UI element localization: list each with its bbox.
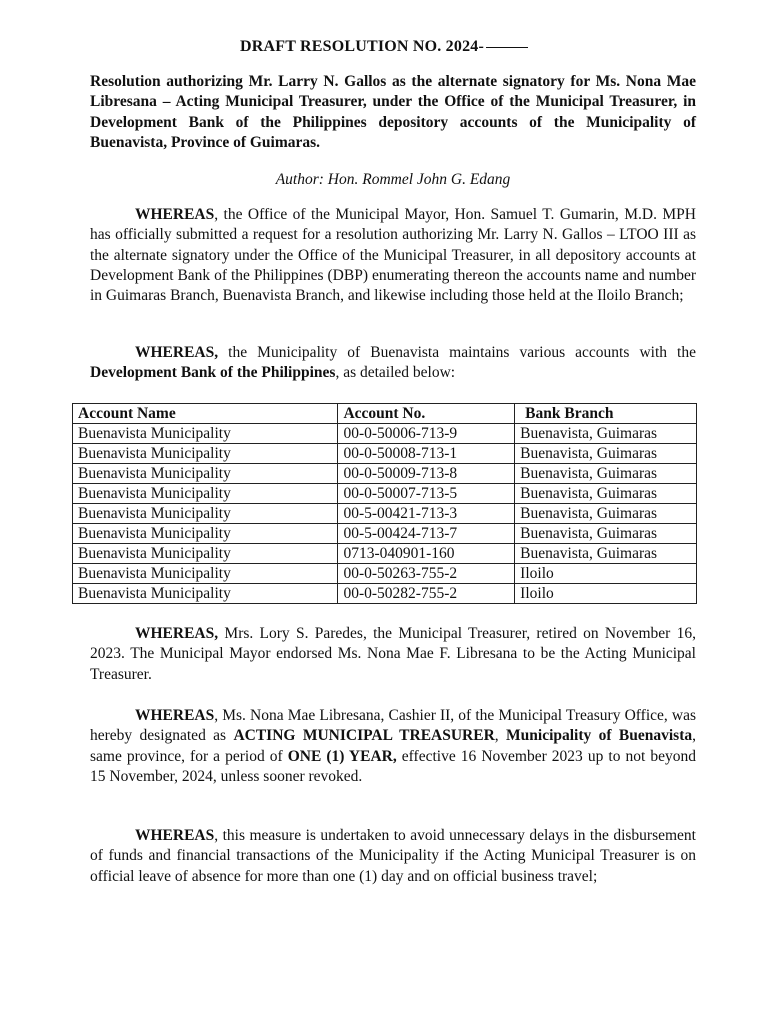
account-name-cell: Buenavista Municipality — [73, 584, 338, 604]
account-no-cell: 00-0-50006-713-9 — [338, 424, 515, 444]
whereas-paragraph-4 — [90, 706, 696, 787]
account-no-cell: 00-5-00424-713-7 — [338, 524, 515, 544]
bank-branch-cell: Buenavista, Guimaras — [515, 504, 697, 524]
resolution-number-blank — [486, 47, 528, 48]
whereas-lead: WHEREAS — [135, 827, 215, 844]
account-name-cell: Buenavista Municipality — [73, 544, 338, 564]
table-row — [73, 484, 697, 504]
resolution-title — [0, 38, 768, 56]
account-name-cell: Buenavista Municipality — [73, 564, 338, 584]
bank-branch-cell: Iloilo — [515, 564, 697, 584]
header-account-no: Account No. — [338, 404, 515, 424]
account-no-cell: 00-5-00421-713-3 — [338, 504, 515, 524]
account-name-cell: Buenavista Municipality — [73, 464, 338, 484]
accounts-table — [72, 403, 697, 604]
municipality-text: Municipality of Buenavista — [506, 727, 693, 745]
bank-branch-cell: Buenavista, Guimaras — [515, 544, 697, 564]
whereas-lead: WHEREAS, — [135, 625, 219, 642]
table-row — [73, 424, 697, 444]
paragraph-text: , as detailed below: — [335, 364, 456, 382]
account-name-cell: Buenavista Municipality — [73, 524, 338, 544]
table-row — [73, 464, 697, 484]
paragraph-text: , Ms. Nona Mae Libresana, Cashier II, of the Municipal Treasury Office, was hereby designated as — [90, 707, 696, 745]
whereas-paragraph-3 — [90, 624, 696, 685]
table-row — [73, 564, 697, 584]
table-row — [73, 444, 697, 464]
bank-branch-cell: Buenavista, Guimaras — [515, 524, 697, 544]
bank-branch-cell: Buenavista, Guimaras — [515, 424, 697, 444]
bank-branch-cell: Iloilo — [515, 584, 697, 604]
account-name-cell: Buenavista Municipality — [73, 444, 338, 464]
resolution-title-text: DRAFT RESOLUTION NO. 2024- — [239, 38, 485, 55]
designation-text: ACTING MUNICIPAL TREASURER — [233, 727, 495, 745]
account-no-cell: 00-0-50282-755-2 — [338, 584, 515, 604]
paragraph-text: , this measure is undertaken to avoid unnecessary delays in the disbursement of funds and financial transactions of the Municipality if the Acting Municipal Treasurer is on official leave of absence for more than one (1) day and on official business travel; — [90, 827, 696, 885]
bank-branch-cell: Buenavista, Guimaras — [515, 464, 697, 484]
whereas-paragraph-5 — [90, 826, 696, 887]
account-name-cell: Buenavista Municipality — [73, 424, 338, 444]
bank-branch-cell: Buenavista, Guimaras — [515, 444, 697, 464]
header-bank-branch: Bank Branch — [515, 404, 697, 424]
separator-text: , — [494, 727, 507, 745]
whereas-lead: WHEREAS — [135, 707, 215, 724]
account-no-cell: 00-0-50009-713-8 — [338, 464, 515, 484]
whereas-paragraph-2 — [90, 343, 696, 384]
paragraph-text: , the Office of the Municipal Mayor, Hon. Samuel T. Gumarin, M.D. MPH has officially submitted a request for a resolution authorizing Mr. Larry N. Gallos – LTOO III as the alternate signatory under the Office of the Municipal Treasurer, in all depository accounts at Development Bank of the Philippines (DBP) enumerating thereon the accounts name and number in Guimaras Branch, Buenavista Branch, and likewise including those held at the Iloilo Branch; — [90, 206, 696, 305]
paragraph-text: the Municipality of Buenavista maintains various accounts with the — [218, 344, 696, 361]
paragraph-text: effective 16 November 2023 up to not beyond 15 November, 2024, unless sooner revoked. — [90, 747, 696, 785]
table-header-row — [73, 404, 697, 424]
paragraph-text: , same province, for a period of — [90, 727, 696, 765]
table-row — [73, 524, 697, 544]
bank-name: Development Bank of the Philippines — [90, 364, 336, 382]
table-row — [73, 504, 697, 524]
table-row — [73, 544, 697, 564]
paragraph-text: Mrs. Lory S. Paredes, the Municipal Treasurer, retired on November 16, 2023. The Municipal Mayor endorsed Ms. Nona Mae F. Libresana to be the Acting Municipal Treasurer. — [90, 625, 696, 683]
header-account-name: Account Name — [73, 404, 338, 424]
table-row — [73, 584, 697, 604]
resolution-subject: Resolution authorizing Mr. Larry N. Gallos as the alternate signatory for Ms. Nona Mae Libresana – Acting Municipal Treasurer, under the Office of the Municipal Treasurer, in Development Bank of the Philippines depository accounts of the Municipality of Buenavista, Province of Guimaras. — [90, 73, 696, 151]
account-no-cell: 0713-040901-160 — [338, 544, 515, 564]
account-no-cell: 00-0-50007-713-5 — [338, 484, 515, 504]
account-no-cell: 00-0-50008-713-1 — [338, 444, 515, 464]
whereas-paragraph-1 — [90, 205, 696, 306]
whereas-lead: WHEREAS, — [135, 344, 219, 361]
resolution-author: Author: Hon. Rommel John G. Edang — [275, 171, 511, 188]
bank-branch-cell: Buenavista, Guimaras — [515, 484, 697, 504]
whereas-lead: WHEREAS — [135, 206, 215, 223]
account-name-cell: Buenavista Municipality — [73, 504, 338, 524]
period-text: ONE (1) YEAR, — [287, 747, 397, 765]
account-no-cell: 00-0-50263-755-2 — [338, 564, 515, 584]
account-name-cell: Buenavista Municipality — [73, 484, 338, 504]
